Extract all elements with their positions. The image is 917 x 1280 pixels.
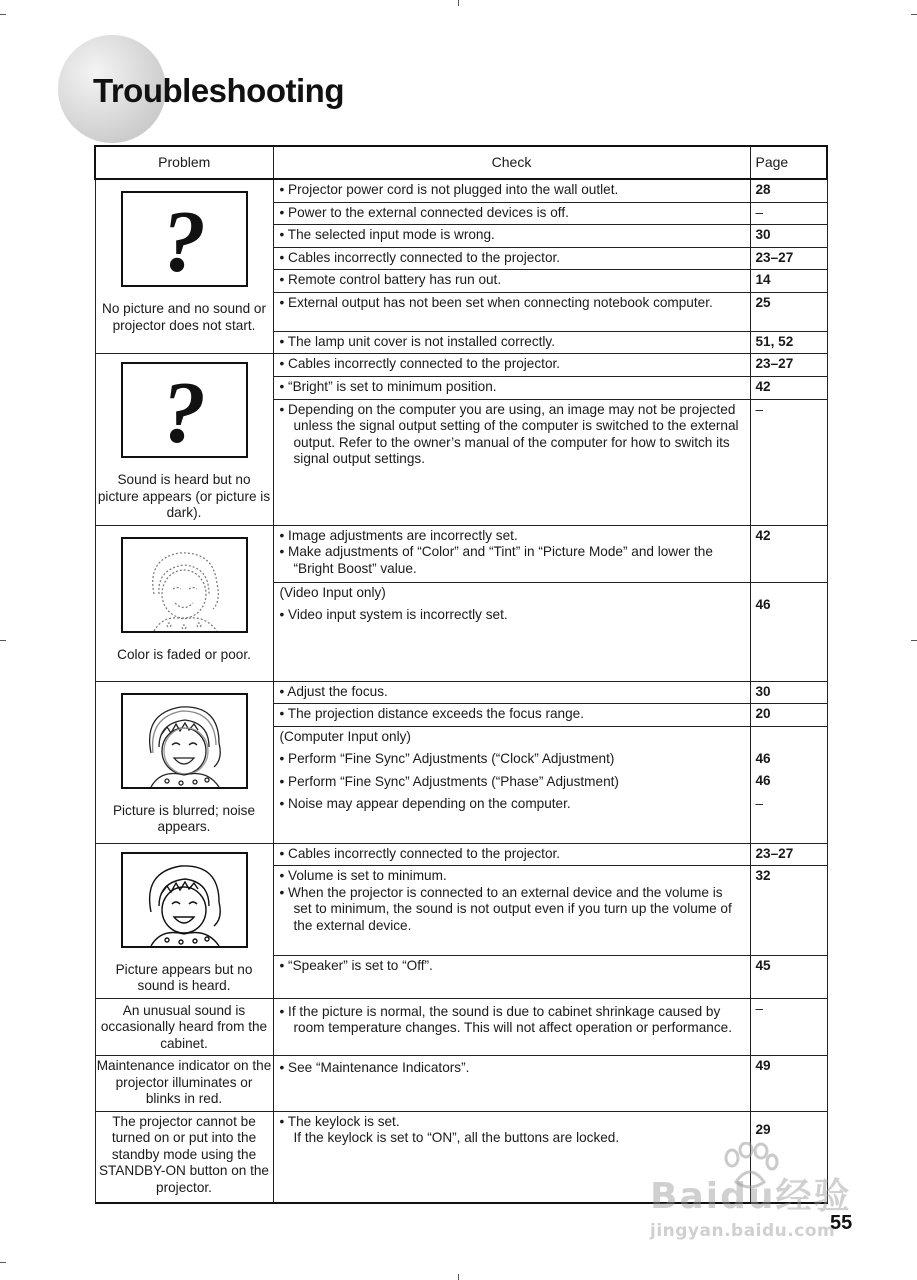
problem-cell bbox=[95, 1111, 273, 1203]
check-line: • Perform “Fine Sync” Adjustments (“Clock” Adjustment) bbox=[279, 751, 615, 766]
page-ref: 23–27 bbox=[750, 247, 827, 270]
problem-cell bbox=[95, 998, 273, 1056]
problem-cell bbox=[95, 843, 273, 998]
problem-label: Picture is blurred; noise appears. bbox=[112, 802, 256, 834]
check-item bbox=[273, 726, 750, 843]
check-item bbox=[273, 525, 750, 582]
table-row bbox=[95, 681, 827, 704]
check-line: • Make adjustments of “Color” and “Tint” in “Picture Mode” and lower the “Bright Boost” value. bbox=[279, 544, 713, 576]
table-header-row bbox=[95, 146, 827, 179]
page-ref: – bbox=[750, 399, 827, 525]
crop-mark bbox=[911, 640, 917, 641]
check-line: • Perform “Fine Sync” Adjustments (“Phase” Adjustment) bbox=[279, 773, 619, 789]
watermark-brand: Baidu经验 bbox=[650, 1176, 852, 1217]
check-item: • Power to the external connected devices is off. bbox=[273, 202, 750, 225]
check-note: (Video Input only) bbox=[279, 584, 386, 600]
page-ref: 30 bbox=[750, 225, 827, 248]
check-item bbox=[273, 866, 750, 956]
check-item: • Depending on the computer you are using, an image may not be projected unless the signal output setting of the computer is switched to the external output. Refer to the owner’s manual of the computer for how to switch its signal output settings. bbox=[273, 399, 750, 525]
page-ref bbox=[750, 726, 827, 843]
crop-mark bbox=[911, 14, 917, 15]
check-line: • Image adjustments are incorrectly set. bbox=[279, 527, 518, 543]
table-row bbox=[95, 843, 827, 866]
page-ref: 14 bbox=[750, 270, 827, 293]
page-ref-line: 46 bbox=[755, 750, 771, 766]
problem-cell bbox=[95, 1056, 273, 1112]
problem-label: The projector cannot be turned on or put into the standby mode using the STANDBY-ON button on the projector. bbox=[98, 1113, 269, 1195]
problem-label: Maintenance indicator on the projector illuminates or blinks in red. bbox=[96, 1058, 272, 1106]
crop-mark bbox=[458, 1274, 459, 1280]
problem-label: Color is faded or poor. bbox=[117, 646, 251, 662]
page-ref: 45 bbox=[750, 956, 827, 998]
crop-mark bbox=[458, 0, 459, 6]
page-ref: 25 bbox=[750, 292, 827, 331]
page-ref: 42 bbox=[750, 376, 827, 399]
table-row bbox=[95, 179, 827, 202]
check-item: • Cables incorrectly connected to the projector. bbox=[273, 843, 750, 866]
page-number: 55 bbox=[830, 1212, 853, 1234]
svg-text:?: ? bbox=[162, 370, 206, 450]
question-mark-icon bbox=[121, 191, 248, 287]
check-item: • If the picture is normal, the sound is due to cabinet shrinkage caused by room temperature changes. This will not affect operation or performance. bbox=[273, 998, 750, 1056]
check-item: • Cables incorrectly connected to the projector. bbox=[273, 354, 750, 377]
check-item: • Cables incorrectly connected to the projector. bbox=[273, 247, 750, 270]
header-page: Page bbox=[750, 146, 827, 179]
page-ref: – bbox=[750, 998, 827, 1056]
check-item: • “Speaker” is set to “Off”. bbox=[273, 956, 750, 998]
check-line: • Noise may appear depending on the computer. bbox=[279, 796, 571, 811]
check-note: (Computer Input only) bbox=[279, 728, 411, 744]
problem-cell bbox=[95, 179, 273, 354]
crop-mark bbox=[0, 14, 6, 15]
page-ref: 46 bbox=[750, 582, 827, 681]
page-ref: 51, 52 bbox=[750, 331, 827, 354]
watermark-url: jingyan.baidu.com bbox=[650, 1221, 836, 1241]
page-ref: 32 bbox=[750, 866, 827, 956]
table-row bbox=[95, 525, 827, 582]
check-item: • Adjust the focus. bbox=[273, 681, 750, 704]
page-ref-line: – bbox=[755, 795, 764, 811]
check-line: • The keylock is set. bbox=[279, 1113, 400, 1129]
girl-illustration bbox=[121, 852, 248, 948]
page-ref: 30 bbox=[750, 681, 827, 704]
problem-cell bbox=[95, 525, 273, 681]
table-row bbox=[95, 1056, 827, 1112]
faded-girl-illustration bbox=[121, 537, 248, 633]
problem-label: Picture appears but no sound is heard. bbox=[115, 961, 253, 993]
problem-cell bbox=[95, 681, 273, 843]
page-ref: 23–27 bbox=[750, 354, 827, 377]
page-title: Troubleshooting bbox=[93, 72, 344, 109]
page-ref: 28 bbox=[750, 179, 827, 202]
check-item: • See “Maintenance Indicators”. bbox=[273, 1056, 750, 1112]
page-ref: 42 bbox=[750, 525, 827, 582]
page-ref: 23–27 bbox=[750, 843, 827, 866]
page-ref: – bbox=[750, 202, 827, 225]
problem-cell bbox=[95, 354, 273, 526]
svg-text:?: ? bbox=[162, 199, 206, 279]
check-item: • The lamp unit cover is not installed correctly. bbox=[273, 331, 750, 354]
check-line: • Volume is set to minimum. bbox=[279, 868, 447, 884]
page-ref-line: 46 bbox=[755, 773, 771, 788]
problem-label: An unusual sound is occasionally heard from the cabinet. bbox=[100, 1002, 268, 1051]
check-item: • The selected input mode is wrong. bbox=[273, 225, 750, 248]
check-item: • The projection distance exceeds the focus range. bbox=[273, 704, 750, 727]
check-line: • Video input system is incorrectly set. bbox=[279, 607, 508, 622]
check-line: • When the projector is connected to an external device and the volume is set to minimum, the sound is not output even if you turn up the volume of the external device. bbox=[279, 884, 732, 933]
table-row bbox=[95, 998, 827, 1056]
crop-mark bbox=[0, 640, 6, 641]
crop-mark bbox=[0, 1262, 6, 1263]
blurred-girl-illustration bbox=[121, 693, 248, 789]
page-ref: 29 bbox=[750, 1111, 827, 1203]
problem-label: No picture and no sound or projector does not start. bbox=[102, 301, 266, 333]
check-item bbox=[273, 582, 750, 681]
watermark bbox=[650, 1168, 851, 1241]
check-item: • Projector power cord is not plugged into the wall outlet. bbox=[273, 179, 750, 202]
check-item: • Remote control battery has run out. bbox=[273, 270, 750, 293]
troubleshooting-table bbox=[94, 145, 828, 1204]
header-check: Check bbox=[273, 146, 750, 179]
check-line: If the keylock is set to “ON”, all the buttons are locked. bbox=[293, 1130, 620, 1145]
check-item: • External output has not been set when connecting notebook computer. bbox=[273, 292, 750, 331]
table-row bbox=[95, 354, 827, 377]
problem-label: Sound is heard but no picture appears (or picture is dark). bbox=[97, 472, 271, 520]
header-problem: Problem bbox=[95, 146, 273, 179]
check-item: • “Bright” is set to minimum position. bbox=[273, 376, 750, 399]
question-mark-icon bbox=[121, 362, 248, 458]
page-ref: 20 bbox=[750, 704, 827, 727]
page-ref: 49 bbox=[750, 1056, 827, 1112]
